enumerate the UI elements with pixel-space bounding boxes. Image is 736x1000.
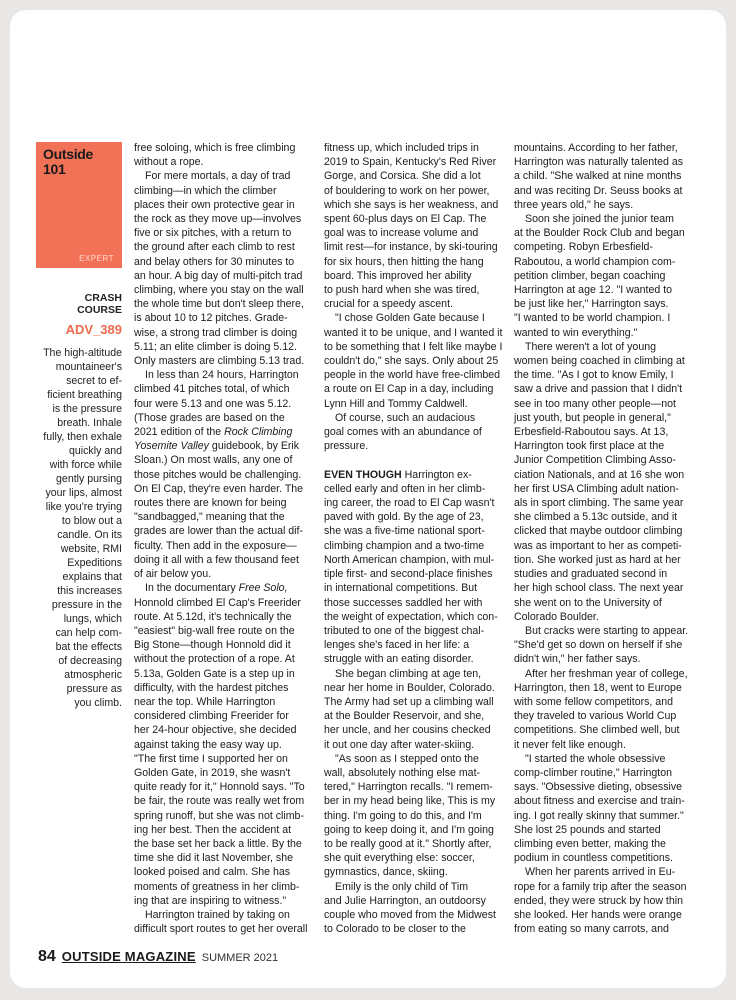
article-line: 2019 to Spain, Kentucky's Red River	[324, 156, 497, 169]
article-line: quite ready for it," Honnold says. "To	[134, 781, 305, 794]
article-line: at the Boulder Reservoir, and she,	[324, 710, 485, 723]
article-line: it out one day after water-skiing.	[324, 738, 475, 751]
article-line: she was a five-time national sport-	[324, 525, 485, 538]
article-line: limit rest—for instance, by ski-touring	[324, 241, 498, 254]
sidebar-note-line: atmospheric	[64, 669, 122, 681]
article-line: to push hard when she was tired,	[324, 284, 480, 297]
article-line: 5.11; an elite climber is doing 5.12.	[134, 340, 297, 353]
article-line: says. "Obsessive dieting, obsessive	[514, 781, 683, 794]
article-line: those pitches would be challenging.	[134, 468, 302, 481]
sidebar-note-line: to blow out a	[61, 515, 122, 527]
article-line: the weight of expectation, which con-	[324, 610, 498, 623]
article-line: "I started the whole obsessive	[525, 752, 666, 765]
article-line: Honnold climbed El Cap's Freerider	[134, 596, 301, 609]
article-column-1	[134, 141, 314, 936]
sidebar-note-line: bat the effects	[55, 641, 122, 653]
sidebar-note-line: with force while	[49, 459, 122, 471]
outside-101-box	[36, 142, 122, 268]
article-line: comp-climber routine," Harrington	[514, 766, 673, 779]
article-line: mountains. According to her father,	[514, 142, 678, 154]
article-line: the whole time but don't sleep there,	[134, 298, 304, 311]
article-line: going to keep doing it, and I'm going	[324, 823, 494, 836]
article-line: "I wanted to be world champion. I	[514, 312, 671, 325]
article-line: difficult sport routes to get her overall	[134, 923, 308, 936]
article-line: just youth, but people in general,"	[514, 411, 671, 424]
article-line: ing that are inspiring to witness."	[134, 894, 287, 907]
article-line: tered," Harrington recalls. "I remem-	[324, 781, 493, 794]
sidebar-note-line: of decreasing	[58, 655, 122, 667]
article-line: to be something that I felt like maybe I	[324, 340, 503, 353]
article-line: she quit everything else: soccer,	[324, 852, 475, 865]
sidebar-note-line: lungs, which	[63, 613, 122, 625]
sidebar-note-line: breath. Inhale	[57, 417, 122, 429]
box-title-line1: Outside	[43, 146, 94, 162]
article-line: tributed to one of the biggest chal-	[324, 624, 485, 637]
crash-course-label	[77, 292, 122, 316]
article-line: places their own protective gear in	[134, 198, 295, 211]
crash-line1: CRASH	[84, 292, 122, 304]
article-line: saw a drive and passion that I didn't	[514, 383, 683, 396]
article-line: Emily is the only child of Tim	[335, 880, 469, 893]
sidebar-note-line: fully, then exhale	[43, 431, 122, 443]
article-line: with some fellow competitors, and	[514, 695, 673, 708]
article-line: Harrington was naturally talented as	[514, 156, 684, 169]
article-line: Only masters are climbing 5.13 trad.	[134, 355, 305, 368]
article-line: After her freshman year of college,	[525, 667, 688, 680]
article-line: it never felt like enough.	[514, 738, 626, 751]
article-line: she looked. Her hands were orange	[514, 908, 682, 921]
article-line: routes there are known for being	[134, 497, 287, 510]
article-line: podium in countless competitions.	[514, 852, 673, 865]
article-line: petition climber, began coaching	[514, 269, 666, 282]
article-line: She began climbing at age ten,	[335, 667, 482, 680]
level-label: EXPERT	[79, 254, 114, 263]
article-line: crucial for a speedy ascent.	[324, 298, 453, 311]
article-line: goal comes with an abundance of	[324, 426, 482, 439]
article-line: In less than 24 hours, Harrington	[145, 369, 299, 382]
article-line: ber in my head being like, This is my	[324, 795, 496, 808]
article-line: ing her best. Then the accident at	[134, 823, 292, 836]
article-line: without a rope.	[134, 156, 204, 169]
article-line: Harrington took first place at the	[514, 440, 665, 453]
article-line: spent 60-plus days on El Cap. The	[324, 213, 487, 226]
course-code: ADV_389	[65, 322, 122, 337]
article-line: Gorge, and Corsica. She did a lot	[324, 170, 481, 183]
article-line: ciation Nationals, and at 16 she won	[514, 468, 685, 481]
article-line: "I chose Golden Gate because I	[335, 312, 485, 325]
article-line: She lost 25 pounds and started	[514, 823, 661, 836]
article-line: free soloing, which is free climbing	[134, 142, 296, 154]
article-line: about fitness and exercise and train-	[514, 795, 685, 808]
article-line: her first USA Climbing adult nation-	[514, 482, 679, 495]
article-line: Erbesfield-Raboutou says. At 13,	[514, 426, 669, 439]
article-line: climbing even better, making the	[514, 837, 666, 850]
article-line: she climbed a 5.13c outside, and it	[514, 511, 678, 524]
article-line: the rock as they move up—involves	[134, 213, 302, 226]
article-line: paved with gold. By the age of 23,	[324, 511, 484, 524]
article-line: competitions. She climbed well, but	[514, 724, 680, 737]
article-line: 5.13a, Golden Gate is a step up in	[134, 667, 295, 680]
article-line: On El Cap, they're even harder. The	[134, 482, 304, 495]
article-line: five or six pitches, with a return to	[134, 227, 292, 240]
article-line: celled early and often in her climb-	[324, 482, 486, 495]
article-line: wanted to win everything."	[514, 326, 638, 339]
magazine-name: OUTSIDE MAGAZINE	[61, 949, 196, 964]
article-line: the base set her back a little. By the	[134, 837, 302, 850]
article-line: In the documentary Free Solo,	[145, 582, 288, 595]
article-line: see in too many other people—not	[514, 397, 676, 410]
article-line: a child. "She walked at nine months	[514, 170, 682, 183]
article-line: which she says is her weakness, and	[324, 198, 499, 211]
article-line: goal was to increase volume and	[324, 227, 479, 240]
article-line: considered climbing Freerider for	[134, 710, 289, 723]
article-line: There weren't a lot of young	[525, 340, 656, 353]
article-line: studies and graduated second in	[514, 568, 668, 581]
article-line: those successes saddled her with	[324, 596, 483, 609]
article-line: is about 10 to 12 pitches. Grade-	[134, 312, 288, 325]
article-line: ended, they were struck by how thin	[514, 894, 684, 907]
article-line: her uncle, and her cousins checked	[324, 724, 491, 737]
article-line: of bouldering to work on her power,	[324, 184, 490, 197]
article-line: tiple first- and second-place finishes	[324, 568, 493, 581]
article-line: difficulty, with the hardest pitches	[134, 681, 289, 694]
article-line: against taking the easy way up.	[134, 738, 282, 751]
article-line: and was reciting Dr. Seuss books at	[514, 184, 683, 197]
article-line: ing. I got really skinny that summer."	[514, 809, 684, 822]
sidebar-note-line: explains that	[62, 571, 122, 583]
article-line	[324, 453, 504, 467]
article-line: pressure.	[324, 440, 369, 453]
article-line: and belay others for 30 minutes to	[134, 255, 295, 268]
article-line: Harrington, then 18, went to Europe	[514, 681, 682, 694]
article-line: wise, a strong trad climber is doing	[134, 326, 298, 339]
article-line: to be really good at it." Shortly after,	[324, 837, 492, 850]
article-line: als in sport climbing. The same year	[514, 497, 684, 510]
page-number: 84	[38, 948, 56, 965]
article-line: (Those grades are based on the	[134, 411, 285, 424]
article-line: doing it all with a few thousand feet	[134, 553, 299, 566]
article-line: near the top. While Harrington	[134, 695, 276, 708]
article-line: her 24-hour objective, she decided	[134, 724, 297, 737]
article-line: and Julie Harrington, an outdoorsy	[324, 894, 486, 907]
article-line: was as important to her as competi-	[514, 539, 682, 552]
article-line: time she did it last November, she	[134, 852, 293, 865]
article-line: North American champion, with mul-	[324, 553, 495, 566]
article-line: Harrington trained by taking on	[145, 908, 290, 921]
article-line: Lynn Hill and Tommy Caldwell.	[324, 397, 468, 410]
article-line: "easiest" big-wall free route on the	[134, 624, 295, 637]
sidebar-note-line: you climb.	[74, 697, 122, 709]
sidebar-note-line: Expeditions	[67, 557, 122, 569]
sidebar-note-line: your lips, almost	[45, 487, 122, 499]
article-line: clicked that maybe outdoor climbing	[514, 525, 683, 538]
article-line: they traveled to various World Cup	[514, 710, 677, 723]
article-line: people in the world have free-climbed	[324, 369, 501, 382]
sidebar-note-line: can help com-	[55, 627, 122, 639]
page-footer	[38, 948, 278, 966]
article-line: spring runoff, but she was not climb-	[134, 809, 304, 822]
article-line: didn't win," her father says.	[514, 653, 641, 666]
article-line: gymnastics, dance, skiing.	[324, 866, 448, 879]
issue-date: SUMMER 2021	[201, 952, 279, 964]
article-line: couple who moved from the Midwest	[324, 908, 496, 921]
article-line: ficulty. Then add in the exposure—	[134, 539, 297, 552]
article-column-3	[514, 141, 694, 936]
sidebar-note-line: pressure as	[66, 683, 122, 695]
article-line: she went on to the University of	[514, 596, 662, 609]
article-line: struggle with an eating disorder.	[324, 653, 474, 666]
article-line: four were 5.13 and one was 5.12.	[134, 397, 292, 410]
article-line: looked poised and calm. She has	[134, 866, 291, 879]
article-line: for six hours, then hitting the hang	[324, 255, 484, 268]
article-line: climbing, where you stay on the wall	[134, 284, 304, 297]
article-line: For mere mortals, a day of trad	[145, 170, 291, 183]
article-line: board. This improved her ability	[324, 269, 472, 282]
article-line: "The first time I supported her on	[134, 752, 288, 765]
crash-line2: COURSE	[77, 304, 122, 316]
article-line: Yosemite Valley guidebook, by Erik	[134, 440, 300, 453]
sidebar-note-line: is the pressure	[52, 403, 122, 415]
article-line: women being coached in climbing at	[514, 355, 685, 368]
article-line: 2021 edition of the Rock Climbing	[134, 426, 293, 439]
article-line: a route on El Cap in a day, including	[324, 383, 494, 396]
article-line: Harrington at age 12. "I wanted to	[514, 284, 673, 297]
sidebar-note-line: pressure in the	[51, 599, 122, 611]
sidebar-note	[26, 346, 122, 710]
article-line: fitness up, which included trips in	[324, 142, 479, 154]
sidebar-note-line: secret to ef-	[66, 375, 122, 387]
article-line: near her home in Boulder, Colorado.	[324, 681, 495, 694]
article-line: be just like her," Harrington says.	[514, 298, 669, 311]
article-line: thing. I'm going to do this, and I'm	[324, 809, 482, 822]
sidebar-note-line: candle. On its	[57, 529, 122, 541]
box-title-line2: 101	[43, 161, 66, 177]
sidebar-note-line: quickly and	[69, 445, 122, 457]
article-line: Soon she joined the junior team	[525, 213, 675, 226]
article-line: of air below you.	[134, 568, 212, 581]
sidebar-note-line: gently pursing	[56, 473, 122, 485]
article-line: climbing champion and a two-time	[324, 539, 485, 552]
article-line: When her parents arrived in Eu-	[525, 866, 676, 879]
article-line: at the Boulder Rock Club and began	[514, 227, 685, 240]
sidebar-note-line: The high-altitude	[43, 347, 122, 359]
article-line: Junior Competition Climbing Asso-	[514, 454, 676, 467]
article-line: "sandbagged," meaning that the	[134, 511, 285, 524]
article-line: without the protection of a rope. At	[134, 653, 295, 666]
article-line: route. At 5.12d, it's technically the	[134, 610, 292, 623]
article-line: the ground after each climb to rest	[134, 241, 295, 254]
article-line: wanted it to be unique, and I wanted it	[324, 326, 503, 339]
box-title	[43, 147, 93, 177]
article-line: moments of greatness in her climb-	[134, 880, 300, 893]
sidebar-note-line: like you're trying	[45, 501, 122, 513]
article-line: rope for a family trip after the season	[514, 880, 687, 893]
article-line: be fair, the route was really wet from	[134, 795, 305, 808]
article-line: climbed 41 pitches total, of which	[134, 383, 290, 396]
article-line: Of course, such an audacious	[335, 411, 476, 424]
article-line: grades are lower than the actual dif-	[134, 525, 304, 538]
article-line: But cracks were starting to appear.	[525, 624, 689, 637]
article-line: Big Stone—though Honnold did it	[134, 639, 291, 652]
article-line: competing. Robyn Erbesfield-	[514, 241, 653, 254]
article-line: Raboutou, a world champion com-	[514, 255, 676, 268]
article-line: ing career, the road to El Cap wasn't	[324, 497, 495, 510]
article-line: three years old," he says.	[514, 198, 634, 211]
article-line: couldn't do," she says. Only about 25	[324, 355, 499, 368]
article-line: climbing—in which the climber	[134, 184, 277, 197]
article-line: Golden Gate, in 2019, she wasn't	[134, 766, 291, 779]
sidebar-note-line: ficient breathing	[47, 389, 122, 401]
sidebar-note-line: mountaineer's	[55, 361, 122, 373]
article-line: wall, absolutely nothing else mat-	[324, 766, 481, 779]
article-line: lenges she's faced in her life: a	[324, 639, 470, 652]
article-line: to Colorado to be closer to the	[324, 923, 466, 936]
article-line: Sloan.) On most walls, any one of	[134, 454, 293, 467]
article-line: from eating so many carrots, and	[514, 923, 669, 936]
article-line: "As soon as I stepped onto the	[335, 752, 479, 765]
article-line: Colorado Boulder.	[514, 610, 599, 623]
article-line: The Army had set up a climbing wall	[324, 695, 494, 708]
article-line: in international competitions. But	[324, 582, 478, 595]
article-line: tion. She worked just as hard at her	[514, 553, 681, 566]
article-line: the time. "As I got to know Emily, I	[514, 369, 674, 382]
article-line: EVEN THOUGH Harrington ex-	[324, 468, 472, 481]
sidebar-note-line: this increases	[57, 585, 122, 597]
sidebar-note-line: website, RMI	[60, 543, 122, 555]
article-line: "She'd get so down on herself if she	[514, 639, 683, 652]
article-line: her high school class. The next year	[514, 582, 684, 595]
article-line: an hour. A big day of multi-pitch trad	[134, 269, 303, 282]
article-column-2	[324, 141, 504, 936]
